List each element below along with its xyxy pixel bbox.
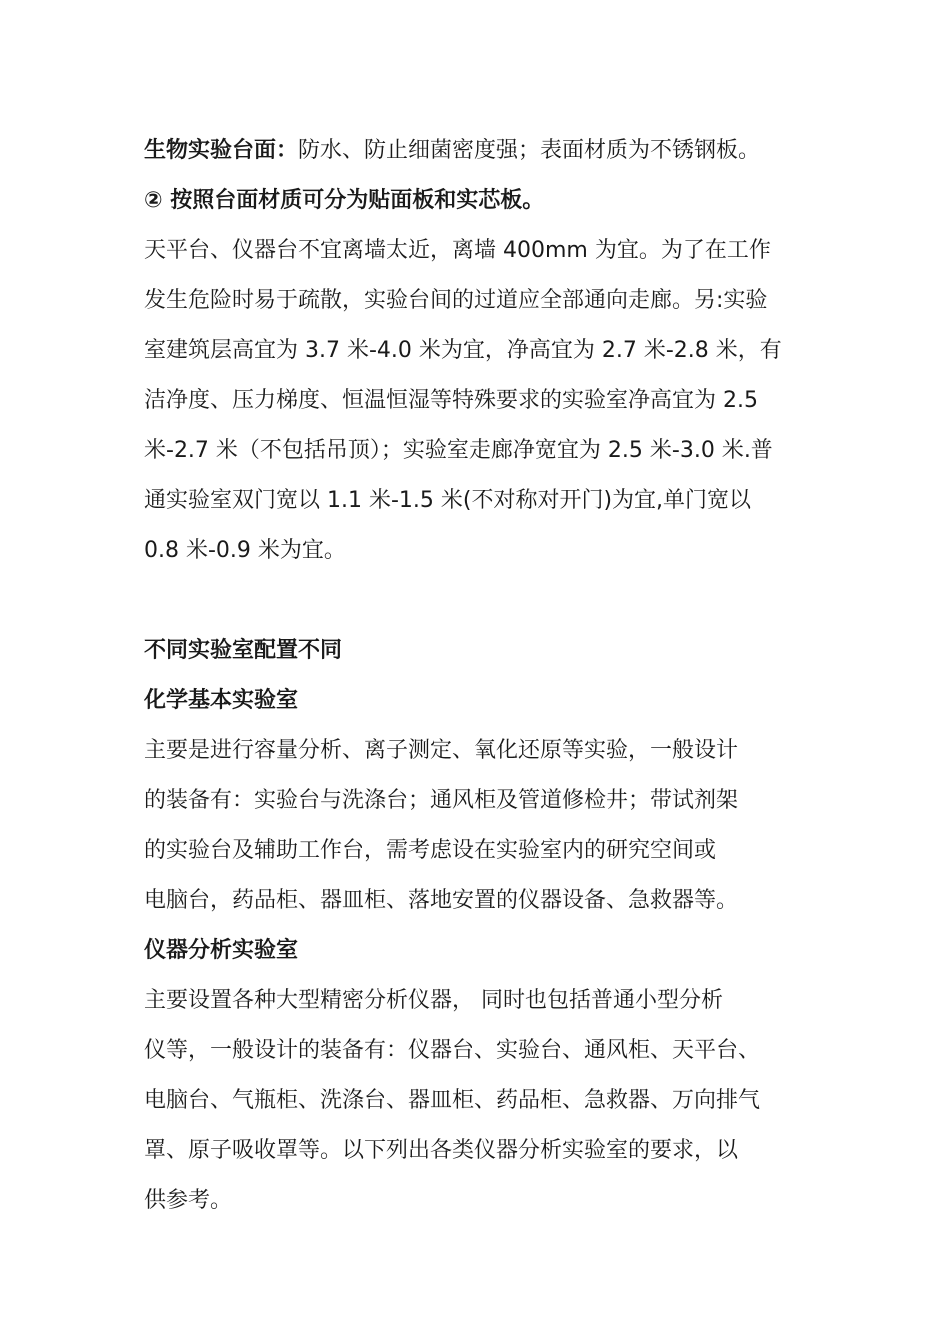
chem-lab-line: 的实验台及辅助工作台，需考虑设在实验室内的研究空间或 [144, 838, 717, 863]
paragraph-line: 米-2.7 米（不包括吊顶）；实验室走廊净宽宜为 2.5 米-3.0 米.普 [144, 438, 773, 463]
paragraph-line: 0.8 米-0.9 米为宜。 [144, 538, 346, 563]
paragraph-line: 洁净度、压力梯度、恒温恒湿等特殊要求的实验室净高宜为 2.5 [144, 388, 758, 413]
paragraph-line: 天平台、仪器台不宜离墙太近，离墙 400mm 为宜。为了在工作 [144, 238, 771, 263]
bio-bench-text: 防水、防止细菌密度强；表面材质为不锈钢板。 [298, 138, 761, 163]
chem-lab-line: 主要是进行容量分析、离子测定、氧化还原等实验，一般设计 [144, 738, 739, 763]
paragraph-line: 通实验室双门宽以 1.1 米-1.5 米(不对称对开门)为宜,单门宽以 [144, 488, 752, 513]
chem-lab-heading: 化学基本实验室 [144, 688, 299, 713]
instrument-lab-line: 供参考。 [144, 1188, 233, 1213]
instrument-lab-heading: 仪器分析实验室 [144, 938, 299, 963]
bio-bench-label: 生物实验台面： [144, 138, 299, 163]
chem-lab-line: 的装备有：实验台与洗涤台；通风柜及管道修检井；带试剂架 [144, 788, 739, 813]
material-item-heading: ② 按照台面材质可分为贴面板和实芯板。 [144, 188, 545, 213]
paragraph-line: 室建筑层高宜为 3.7 米-4.0 米为宜，净高宜为 2.7 米-2.8 米，有 [144, 338, 782, 363]
section-spacer [144, 576, 824, 626]
bio-bench-line [144, 126, 824, 176]
chem-lab-line: 电脑台，药品柜、器皿柜、落地安置的仪器设备、急救器等。 [144, 888, 739, 913]
instrument-lab-line: 罩、原子吸收罩等。以下列出各类仪器分析实验室的要求，以 [144, 1138, 739, 1163]
instrument-lab-line: 仪等，一般设计的装备有：仪器台、实验台、通风柜、天平台、 [144, 1038, 761, 1063]
section-heading: 不同实验室配置不同 [144, 638, 343, 663]
document-page [144, 126, 824, 1226]
instrument-lab-line: 电脑台、气瓶柜、洗涤台、器皿柜、药品柜、急救器、万向排气 [144, 1088, 761, 1113]
instrument-lab-line: 主要设置各种大型精密分析仪器， 同时也包括普通小型分析 [144, 988, 723, 1013]
paragraph-line: 发生危险时易于疏散，实验台间的过道应全部通向走廊。另:实验 [144, 288, 768, 313]
